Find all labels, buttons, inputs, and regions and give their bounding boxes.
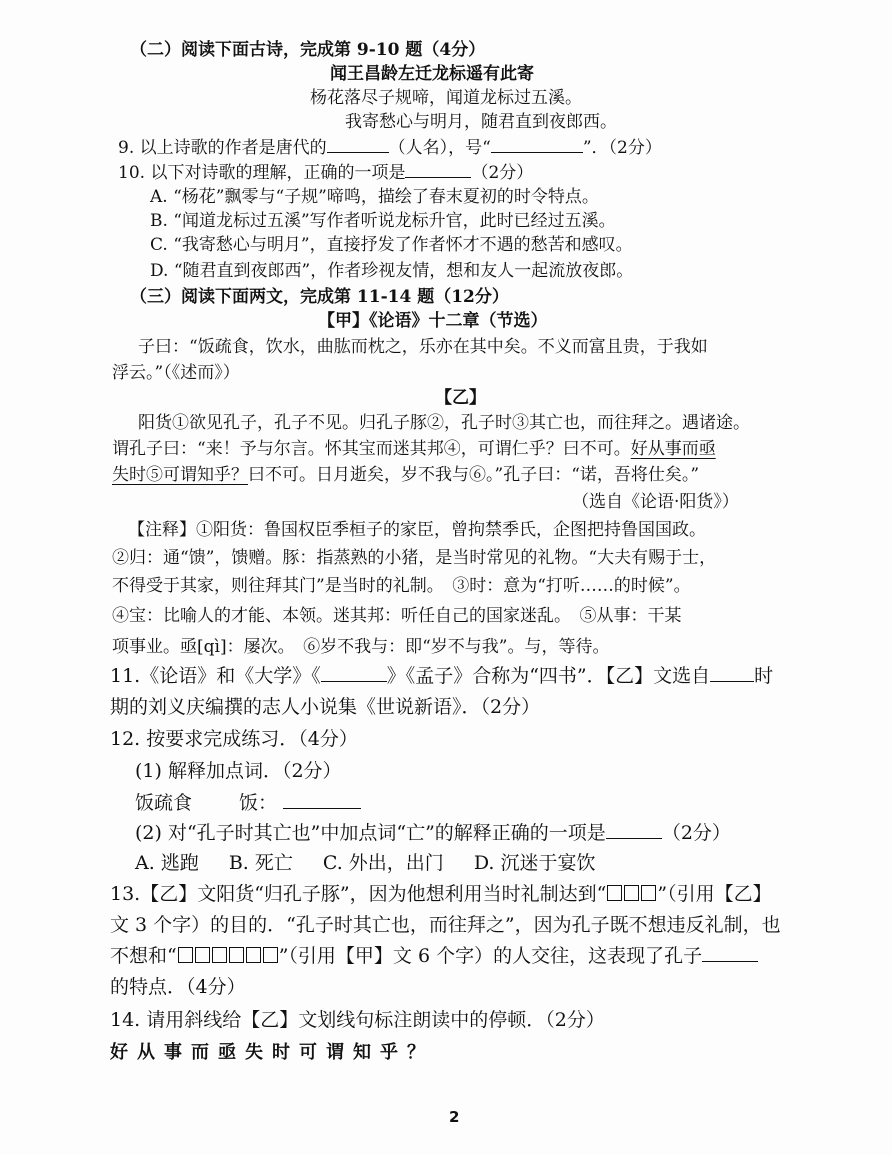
q13-line-3 — [110, 941, 758, 968]
note-line-4: ④宝：比喻人的才能、本领。迷其邦：听任自己的国家迷乱。 ⑤从事：干某 — [112, 606, 682, 626]
q12-word-label: 饭： — [239, 792, 278, 814]
yi-line-2 — [112, 434, 716, 459]
section2-heading: （二）阅读下面古诗，完成第 9-10 题（4分） — [130, 40, 486, 60]
answer-box[interactable] — [624, 885, 639, 901]
q11-book-blank[interactable] — [321, 681, 387, 682]
q10-option-c: C. “我寄愁心与明月”，直接抒发了作者怀才不遇的愁苦和感叹。 — [150, 235, 633, 255]
q12-word-blank[interactable] — [283, 808, 361, 809]
jia-title: 【甲】《论语》十二章（节选） — [318, 311, 548, 331]
q9-text-b: （人名），号“ — [388, 138, 491, 158]
section3-heading: （三）阅读下面两文，完成第 11-14 题（12分） — [130, 287, 509, 307]
yi-line-2-text: 谓孔子曰：“来！予与尔言。怀其宝而迷其邦④，可谓仁乎？曰不可。 — [112, 439, 631, 459]
q9-text-c: ”．（2分） — [582, 138, 662, 158]
q11-period-blank[interactable] — [710, 681, 754, 682]
note-line-1: 【注释】①阳货：鲁国权臣季桓子的家臣，曾拘禁季氏，企图把持鲁国国政。 — [128, 520, 706, 540]
q12-options — [135, 848, 595, 875]
q12-phrase: 饭疏食 — [135, 792, 193, 814]
q10-option-d: D. “随君直到夜郎西”，作者珍视友情，想和友人一起流放夜郎。 — [150, 261, 634, 281]
q13-text-b: ”（引用【乙】 — [657, 883, 772, 905]
q12-sub-2-score: （2分） — [661, 822, 731, 844]
q12-phrase-row — [135, 788, 361, 815]
q11-text-c: 时 — [754, 665, 774, 687]
q12-option-d: D. 沉迷于宴饮 — [473, 852, 596, 874]
q12-option-c: C. 外出，出门 — [322, 852, 444, 874]
yi-line-3-text: 曰不可。日月逝矣，岁不我与⑥。”孔子曰：“诺，吾将仕矣。” — [248, 465, 700, 485]
q13-text-d: ”（引用【甲】文 6 个字）的人交往，这表现了孔子 — [278, 945, 703, 967]
yi-line-1: 阳货①欲见孔子，孔子不见。归孔子豚②，孔子时③其亡也，而往拜之。遇诸途。 — [138, 413, 750, 433]
question-9 — [118, 133, 662, 158]
yi-line-3 — [112, 460, 699, 485]
q11-text-a: 11.《论语》和《大学》《 — [110, 665, 321, 687]
q10-option-a: A. “杨花”飘零与“子规”啼鸣，描绘了春末夏初的时令特点。 — [150, 187, 599, 207]
poem-title: 闻王昌龄左迁龙标遥有此寄 — [330, 64, 534, 84]
q9-title-blank[interactable] — [491, 152, 583, 153]
answer-box[interactable] — [641, 885, 656, 901]
answer-box[interactable] — [195, 947, 210, 963]
note-line-3: 不得受于其家，则往拜其门”是当时的礼制。 ③时：意为“打听……的时候”。 — [112, 576, 691, 596]
q13-line-2: 文 3 个字）的目的．“孔子时其亡也，而往拜之”，因为孔子既不想违反礼制，也 — [110, 914, 781, 936]
q13-trait-blank[interactable] — [702, 961, 758, 962]
q11-line-2: 期的刘义庆编撰的志人小说集《世说新语》．（2分） — [110, 696, 541, 718]
jia-line-2: 浮云。”（《述而》） — [112, 363, 240, 383]
question-11 — [110, 661, 773, 688]
q10-answer-blank[interactable] — [405, 177, 471, 178]
q12-sub-1: (1) 解释加点词．（2分） — [135, 760, 342, 782]
q13-line-1 — [110, 879, 772, 906]
q13-text-c: 不想和“ — [110, 945, 177, 967]
yi-title: 【乙】 — [435, 388, 486, 408]
yi-source: （选自《论语·阳货》） — [572, 492, 739, 512]
q9-name-blank[interactable] — [327, 152, 389, 153]
q13-line-4: 的特点．（4分） — [110, 976, 246, 998]
answer-box[interactable] — [178, 947, 193, 963]
question-10 — [118, 158, 533, 183]
q10-stem: 10. 以下对诗歌的理解，正确的一项是 — [118, 163, 406, 183]
q10-option-b: B. “闻道龙标过五溪”写作者听说龙标升官，此时已经过五溪。 — [150, 211, 616, 231]
q12-sub-2-blank[interactable] — [606, 838, 662, 839]
answer-box[interactable] — [246, 947, 261, 963]
q14-sentence[interactable]: 好从事而亟失时可谓知乎？ — [110, 1042, 434, 1063]
q14-stem: 14. 请用斜线给【乙】文划线句标注朗读中的停顿．（2分） — [110, 1009, 605, 1031]
q12-sub-2 — [135, 818, 731, 845]
answer-box[interactable] — [263, 947, 278, 963]
q12-option-a: A. 逃跑 — [135, 852, 199, 874]
page-number: 2 — [449, 1108, 460, 1126]
poem-line-1: 杨花落尽子规啼，闻道龙标过五溪。 — [310, 88, 582, 108]
answer-box[interactable] — [212, 947, 227, 963]
answer-box[interactable] — [229, 947, 244, 963]
q12-sub-2-text: (2) 对“孔子时其亡也”中加点词“亡”的解释正确的一项是 — [135, 822, 606, 844]
note-line-5: 项事业。亟[qì]：屡次。 ⑥岁不我与：即“岁不与我”。与，等待。 — [112, 637, 610, 657]
yi-underlined-sentence-part1: 好从事而亟 — [630, 439, 716, 459]
poem-line-2: 我寄愁心与明月，随君直到夜郎西。 — [345, 112, 617, 132]
q10-score: （2分） — [471, 163, 534, 183]
yi-underlined-sentence-part2: 失时⑤可谓知乎？ — [112, 465, 248, 485]
jia-line-1: 子曰：“饭疏食，饮水，曲肱而枕之，乐亦在其中矣。不义而富且贵，于我如 — [138, 337, 708, 357]
q9-text-a: 9. 以上诗歌的作者是唐代的 — [118, 138, 327, 158]
q12-stem: 12. 按要求完成练习．（4分） — [110, 728, 358, 750]
q13-text-a: 13.【乙】文阳货“归孔子豚”，因为他想利用当时礼制达到“ — [110, 883, 607, 905]
answer-box[interactable] — [607, 885, 622, 901]
note-line-2: ②归：通“馈”，馈赠。豚：指蒸熟的小猪，是当时常见的礼物。“大夫有赐于士， — [112, 548, 717, 568]
q12-option-b: B. 死亡 — [228, 852, 293, 874]
q11-text-b: 》《孟子》合称为“四书”．【乙】文选自 — [386, 665, 711, 687]
